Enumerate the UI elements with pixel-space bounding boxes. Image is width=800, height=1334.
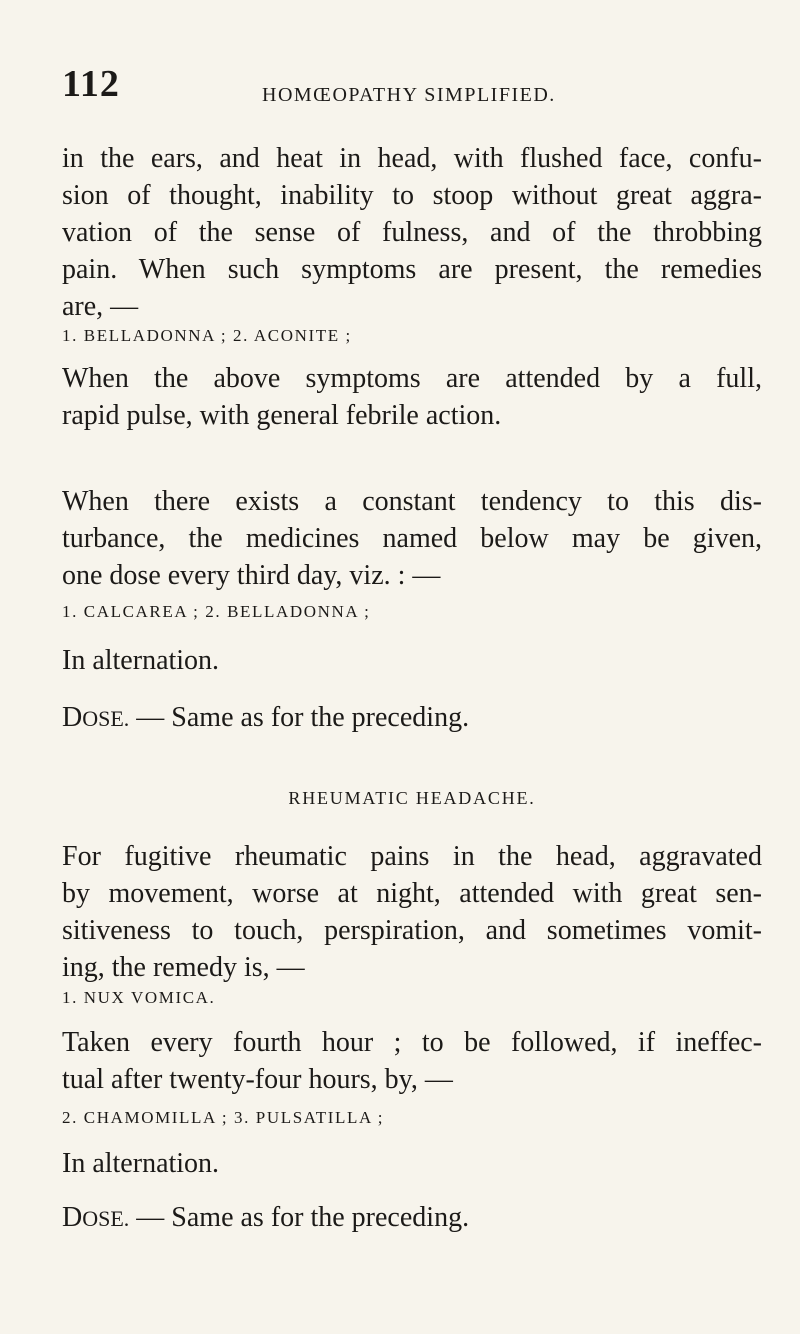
text-line: turbance, the medicines named below may be given, (62, 523, 762, 554)
remedy-list-1: 1. BELLADONNA ; 2. ACONITE ; (62, 326, 352, 345)
text-line: When there exists a constant tendency to this dis- (62, 486, 762, 517)
page-number: 112 (62, 63, 120, 105)
dose-label-initial: D (62, 1202, 83, 1233)
text-line: Taken every fourth hour ; to be followed, if ineffec- (62, 1027, 762, 1058)
dose-label-rest: OSE. (82, 1206, 130, 1231)
text-line: For fugitive rheumatic pains in the head, aggravated (62, 841, 762, 872)
text-line: sion of thought, inability to stoop without great aggra- (62, 180, 762, 211)
text-line: tual after twenty-four hours, by, — (62, 1064, 453, 1095)
remedy-list-2: 1. CALCAREA ; 2. BELLADONNA ; (62, 602, 371, 621)
text-line: rapid pulse, with general febrile action. (62, 400, 502, 431)
text-line: are, — (62, 291, 139, 322)
alternation-note-2: In alternation. (62, 1148, 220, 1179)
text-line: in the ears, and heat in head, with flushed face, confu- (62, 143, 762, 174)
dose-text: — Same as for the preceding. (129, 1202, 470, 1233)
paragraph-rheumatic (62, 838, 762, 986)
dose-note-1 (62, 702, 469, 734)
text-line: sitiveness to touch, perspiration, and sometimes vomit- (62, 915, 762, 946)
text-line: vation of the sense of fulness, and of the throbbing (62, 217, 762, 248)
alternation-note-1: In alternation. (62, 645, 220, 676)
dose-text: — Same as for the preceding. (129, 702, 470, 733)
dose-label-initial: D (62, 702, 83, 733)
paragraph-taken (62, 1024, 762, 1098)
page-header (62, 62, 762, 112)
paragraph-tendency (62, 483, 762, 594)
running-title: HOMŒOPATHY SIMPLIFIED. (262, 84, 556, 106)
remedy-list-3: 1. NUX VOMICA. (62, 988, 216, 1007)
paragraph-pulse (62, 360, 762, 434)
dose-label-rest: OSE. (82, 706, 130, 731)
text-line: by movement, worse at night, attended with great sen- (62, 878, 762, 909)
remedy-list-4: 2. CHAMOMILLA ; 3. PULSATILLA ; (62, 1108, 385, 1127)
section-heading: RHEUMATIC HEADACHE. (288, 788, 536, 808)
dose-note-2 (62, 1202, 469, 1234)
text-line: one dose every third day, viz. : — (62, 560, 441, 591)
paragraph-intro (62, 140, 762, 325)
text-line: ing, the remedy is, — (62, 952, 305, 983)
text-line: pain. When such symptoms are present, the remedies (62, 254, 762, 285)
text-line: When the above symptoms are attended by a full, (62, 363, 762, 394)
